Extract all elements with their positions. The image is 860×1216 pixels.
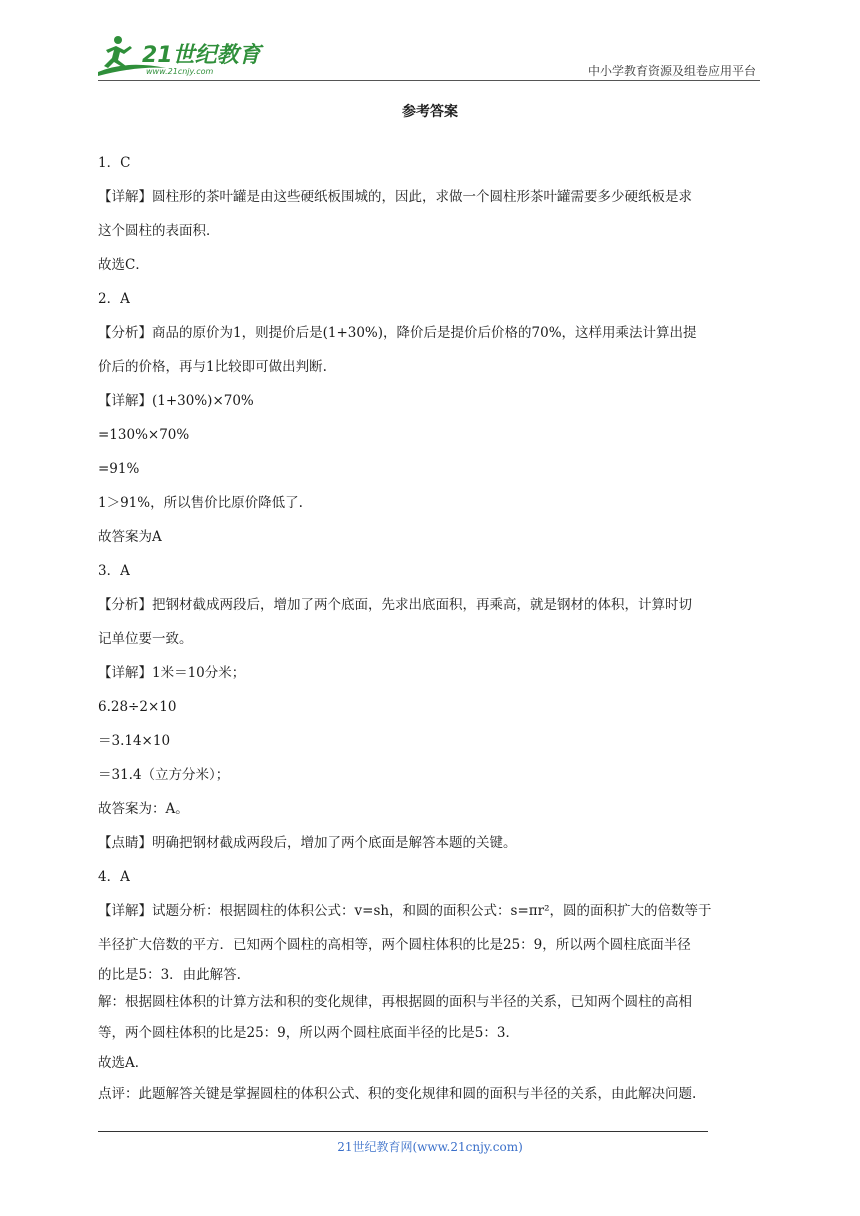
text-line: 记单位要一致。 [98,631,193,647]
text-line: 【详解】(1+30%)×70% [98,393,254,409]
text-line: 2．A [98,291,130,307]
answer-content [98,146,766,1111]
text-line: 价后的价格，再与1比较即可做出判断. [98,359,327,375]
logo [96,32,266,80]
logo-url: www.21cnjy.com [146,67,214,76]
page-title: 参考答案 [402,104,458,120]
text-line: =130%×70% [98,427,190,443]
runner-logo-icon [96,32,266,80]
text-line: ＝31.4（立方分米）； [98,767,230,783]
logo-text: 21世纪教育 [142,43,261,68]
header-divider [98,80,760,81]
text-line: 等，两个圆柱体积的比是25：9，所以两个圆柱底面半径的比是5：3． [98,1025,519,1041]
footer-divider [98,1131,708,1132]
footer-link[interactable]: 21世纪教育网(www.21cnjy.com) [337,1140,523,1154]
text-line: 4．A [98,869,130,885]
platform-name: 中小学教育资源及组卷应用平台 [587,64,756,78]
text-line: 1＞91%，所以售价比原价降低了. [98,495,303,511]
text-line: 【详解】1米＝10分米； [98,665,246,681]
text-line: 的比是5：3．由此解答. [98,967,241,983]
text-line: 【详解】试题分析：根据圆柱的体积公式：v=sh，和圆的面积公式：s=πr²，圆的面积扩大的倍数等于 [98,903,712,919]
text-line: 【点睛】明确把钢材截成两段后，增加了两个底面是解答本题的关键。 [98,835,517,851]
text-line: 这个圆柱的表面积． [98,223,220,239]
text-line: 故答案为：A。 [98,801,189,817]
text-line: 3．A [98,563,130,579]
text-line: 【详解】圆柱形的茶叶罐是由这些硬纸板围城的，因此，求做一个圆柱形茶叶罐需要多少硬纸板是求 [98,189,692,205]
text-line: 【分析】把钢材截成两段后，增加了两个底面，先求出底面积，再乘高，就是钢材的体积，计算时切 [98,597,692,613]
text-line: 故选C． [98,257,149,273]
text-line: 6.28÷2×10 [98,699,177,715]
text-line: 解：根据圆柱体积的计算方法和积的变化规律，再根据圆的面积与半径的关系，已知两个圆柱的高相 [98,994,692,1010]
text-line: =91% [98,461,140,477]
text-line: 故选A． [98,1055,149,1071]
text-line: ＝3.14×10 [98,733,171,749]
text-line: 半径扩大倍数的平方．已知两个圆柱的高相等，两个圆柱体积的比是25：9，所以两个圆柱底面半径 [98,937,691,953]
text-line: 点评：此题解答关键是掌握圆柱的体积公式、积的变化规律和圆的面积与半径的关系，由此解决问题. [98,1086,697,1102]
text-line: 【分析】商品的原价为1，则提价后是(1+30%)，降价后是提价后价格的70%，这样用乘法计算出提 [98,325,697,341]
text-line: 故答案为A [98,529,162,545]
text-line: 1．C [98,155,131,171]
